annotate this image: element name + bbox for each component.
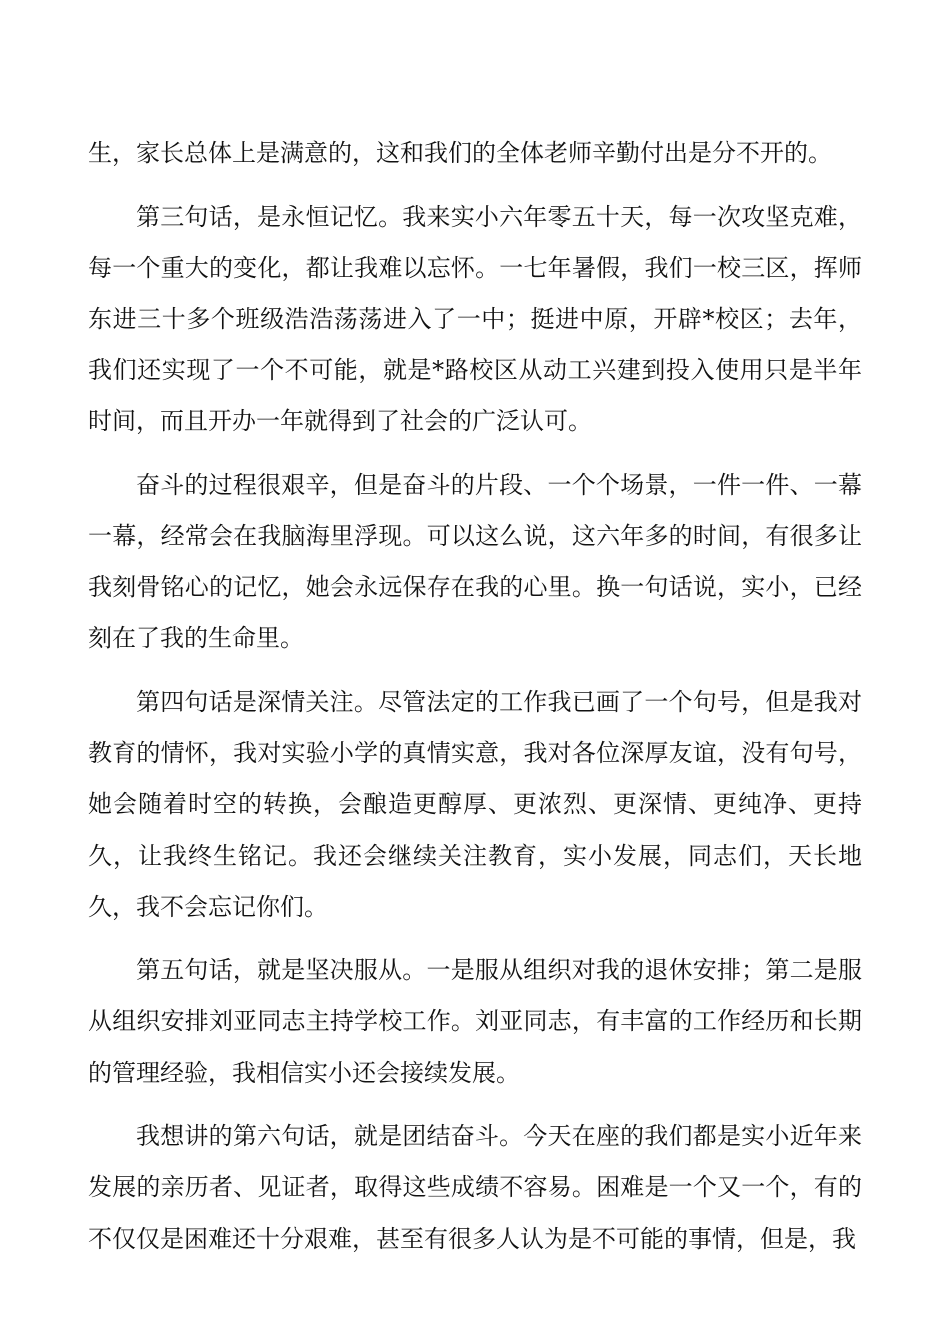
document-page [88,128,862,1277]
paragraph-struggle-process: 奋斗的过程很艰辛，但是奋斗的片段、一个个场景，一件一件、一幕一幕，经常会在我脑海里浮现。可以这么说，这六年多的时间，有很多让我刻骨铭心的记忆，她会永远保存在我的心里。换一句话说，实小，已经刻在了我的生命里。 [88,470,862,653]
paragraph-continuation: 生，家长总体上是满意的，这和我们的全体老师辛勤付出是分不开的。 [88,139,832,167]
paragraph-firm-obedience: 第五句话，就是坚决服从。一是服从组织对我的退休安排；第二是服从组织安排刘亚同志主持学校工作。刘亚同志，有丰富的工作经历和长期的管理经验，我相信实小还会接续发展。 [88,956,862,1087]
paragraph-unity-struggle: 我想讲的第六句话，就是团结奋斗。今天在座的我们都是实小近年来发展的亲历者、见证者，取得这些成绩不容易。困难是一个又一个，有的不仅仅是困难还十分艰难，甚至有很多人认为是不可能的事情，但是，我 [88,1122,862,1253]
paragraph-eternal-memory: 第三句话，是永恒记忆。我来实小六年零五十天，每一次攻坚克难，每一个重大的变化，都让我难以忘怀。一七年暑假，我们一校三区，挥师东进三十多个班级浩浩荡荡进入了一中；挺进中原，开辟*校区；去年，我们还实现了一个不可能，就是*路校区从动工兴建到投入使用只是半年时间，而且开办一年就得到了社会的广泛认可。 [88,202,862,436]
paragraph-deep-concern: 第四句话是深情关注。尽管法定的工作我已画了一个句号，但是我对教育的情怀，我对实验小学的真情实意，我对各位深厚友谊，没有句号，她会随着时空的转换，会酿造更醇厚、更浓烈、更深情、更纯净、更持久，让我终生铭记。我还会继续关注教育，实小发展，同志们，天长地久，我不会忘记你们。 [88,687,862,921]
